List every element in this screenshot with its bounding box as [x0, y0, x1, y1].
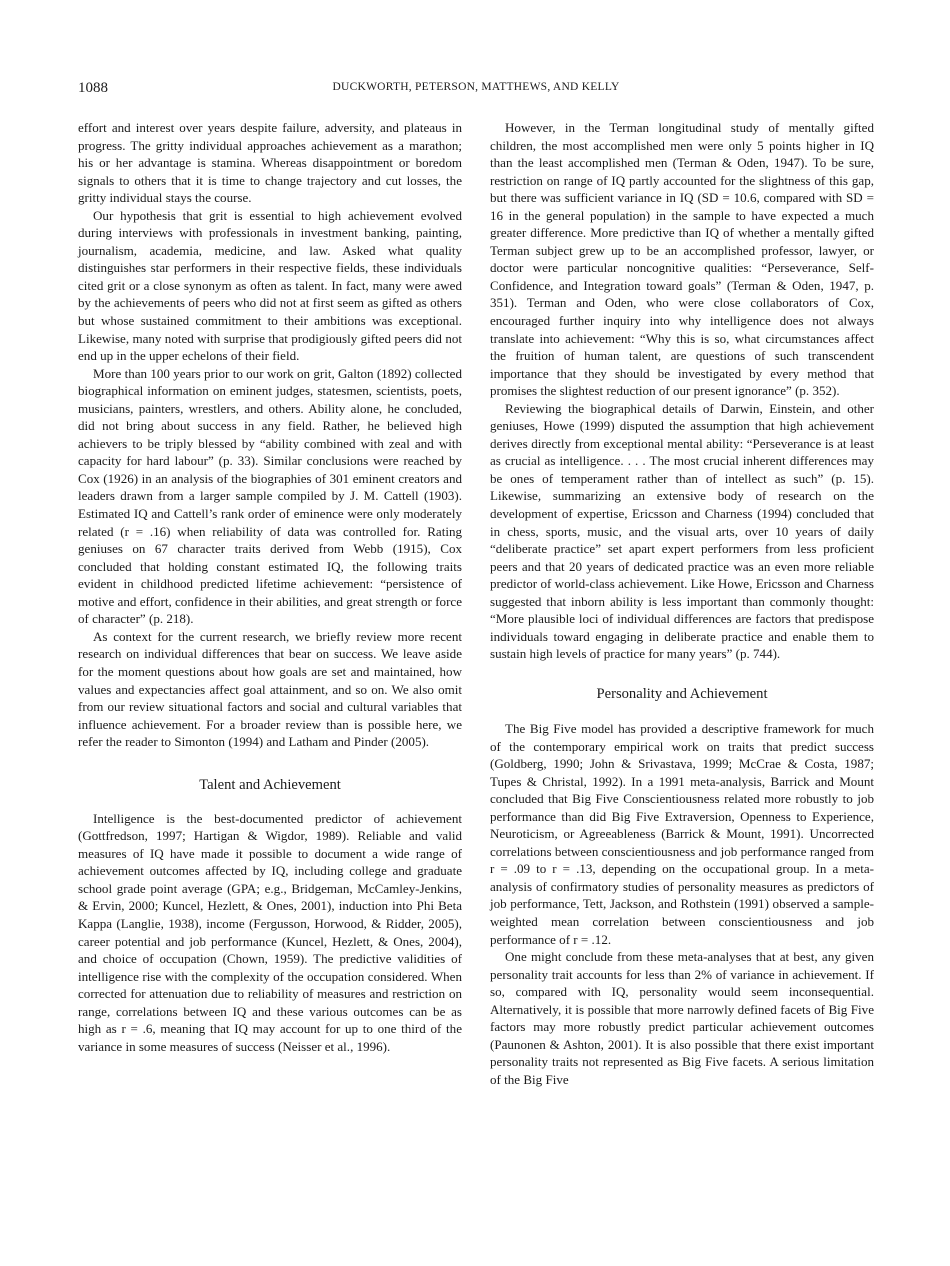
running-head [78, 80, 874, 98]
section-heading-personality: Personality and Achievement [596, 685, 768, 702]
paragraph: As context for the current research, we briefly review more recent research on individual differences that bear on success. We leave aside for the moment questions about how goals are set and maintained, how values and expectancies affect goal attainment, and so on. We also omit from our review situational factors and social and cultural variables that influence achievement. For a broader review than is possible here, we refer the reader to Simonton (1994) and Latham and Pinder (2005). [78, 628, 462, 750]
paragraph: Reviewing the biographical details of Darwin, Einstein, and other geniuses, Howe (1999) disputed the assumption that high achievement derives directly from exceptional mental ability: “Perseverance is at least as crucial as intelligence. . . . The most crucial inherent differences may be ones of temperament rather than of intellect as such” (p. 15). Likewise, summarizing an extensive body of research on the development of expertise, Ericsson and Charness (1994) concluded that in chess, sports, music, and the visual arts, over 10 years of daily “deliberate practice” set apart expert performers from less proficient peers and that 20 years of dedicated practice was an even more reliable predictor of world-class achievement. Like Howe, Ericsson and Charness suggested that inborn ability is less important than commonly thought: “More plausible loci of individual differences are factors that predispose individuals toward engaging in deliberate practice and enable them to sustain high levels of practice for many years” (p. 744). [490, 400, 874, 662]
paragraph: However, in the Terman longitudinal study of mentally gifted children, the most accomplished men were only 5 points higher in IQ than the least accomplished men (Terman & Oden, 1947). To be sure, restriction on range of IQ partly accounted for the slightness of this gap, but there was sufficient variance in IQ (SD = 10.6, compared with SD = 16 in the general population) in the sample to have expected a much greater difference. More predictive than IQ of whether a mentally gifted Terman subject grew up to be an accomplished professor, lawyer, or doctor were particular noncognitive qualities: “Perseverance, Self-Confidence, and Integration toward goals” (Terman & Oden, 1947, p. 351). Terman and Oden, who were close collaborators of Cox, encouraged further inquiry into why intelligence does not always translate into achievement: “Why this is so, what circumstances affect the fruition of human talent, are questions of such transcendent importance that they should be investigated by every method that promises the slightest reduction of our present ignorance” (p. 352). [490, 120, 874, 399]
paragraph: Our hypothesis that grit is essential to high achievement evolved during interviews with professionals in investment banking, painting, journalism, academia, medicine, and law. Asked what quality distinguishes star performers in their respective fields, these individuals cited grit or a close synonym as often as talent. In fact, many were awed by the achievements of peers who did not at first seem as gifted as others but whose sustained commitment to their ambitions was exceptional. Likewise, many noted with surprise that prodigiously gifted peers did not end up in the upper echelons of their field. [78, 207, 462, 364]
section-heading-talent: Talent and Achievement [199, 776, 341, 793]
left-column [78, 119, 462, 1055]
paragraph: Intelligence is the best-documented predictor of achievement (Gottfredson, 1997; Hartigan & Wigdor, 1989). Reliable and valid measures of IQ have made it possible to document a wide range of achievement outcomes affected by IQ, including college and graduate school grade point average (GPA; e.g., Bridgeman, McCamley-Jenkins, & Ervin, 2000; Kuncel, Hezlett, & Ones, 2001), induction into Phi Beta Kappa (Langlie, 1938), income (Fergusson, Horwood, & Ridder, 2005), career potential and job performance (Kuncel, Hezlett, & Ones, 2004), and choice of occupation (Chown, 1959). The predictive validities of intelligence rise with the complexity of the occupation considered. When corrected for attenuation due to reliability of measures and restriction on range, correlations between IQ and these various outcomes can be as high as r = .6, meaning that IQ may account for up to one third of the variance in some measures of success (Neisser et al., 1996). [78, 810, 462, 1054]
right-column [490, 119, 874, 1088]
paragraph: effort and interest over years despite failure, adversity, and plateaus in progress. The gritty individual approaches achievement as a marathon; his or her advantage is stamina. Whereas disappointment or boredom signals to others that it is time to change trajectory and cut losses, the gritty individual stays the course. [78, 120, 462, 206]
page-number: 1088 [78, 80, 108, 96]
running-title: DUCKWORTH, PETERSON, MATTHEWS, AND KELLY [332, 81, 620, 93]
paragraph: One might conclude from these meta-analyses that at best, any given personality trait accounts for less than 2% of variance in achievement. If so, compared with IQ, personality would seem inconsequential. Alternatively, it is possible that more narrowly defined facets of Big Five factors may more robustly predict particular achievement outcomes (Paunonen & Ashton, 2001). It is also possible that there exist important personality traits not represented as Big Five facets. A serious limitation of the Big Five [490, 949, 874, 1087]
paragraph: The Big Five model has provided a descriptive framework for much of the contemporary empirical work on traits that predict success (Goldberg, 1990; John & Srivastava, 1999; McCrae & Costa, 1987; Tupes & Christal, 1992). In a 1991 meta-analysis, Barrick and Mount concluded that Big Five Conscientiousness related more robustly to job performance than did Big Five Extraversion, Openness to Experience, Neuroticism, or Agreeableness (Barrick & Mount, 1991). Uncorrected correlations between conscientiousness and job performance ranged from r = .09 to r = .13, depending on the occupational group. In a meta-analysis of confirmatory studies of personality measures as predictors of job performance, Tett, Jackson, and Rothstein (1991) observed a sample-weighted mean correlation between conscientiousness and job performance of r = .12. [490, 720, 874, 947]
paragraph: More than 100 years prior to our work on grit, Galton (1892) collected biographical information on eminent judges, statesmen, scientists, poets, musicians, painters, wrestlers, and others. Ability alone, he concluded, did not bring about success in any field. Rather, he believed high achievers to be triply blessed by “ability combined with zeal and with capacity for hard labour” (p. 33). Similar conclusions were reached by Cox (1926) in an analysis of the biographies of 301 eminent creators and leaders drawn from a larger sample compiled by J. M. Cattell (1903). Estimated IQ and Cattell’s rank order of eminence were only moderately related (r = .16) when reliability of data was controlled for. Rating geniuses on 67 character traits derived from Webb (1915), Cox concluded that holding constant estimated IQ, the following traits evident in childhood predicted lifetime achievement: “persistence of motive and effort, confidence in their abilities, and great strength or force of character” (p. 218). [78, 365, 462, 627]
